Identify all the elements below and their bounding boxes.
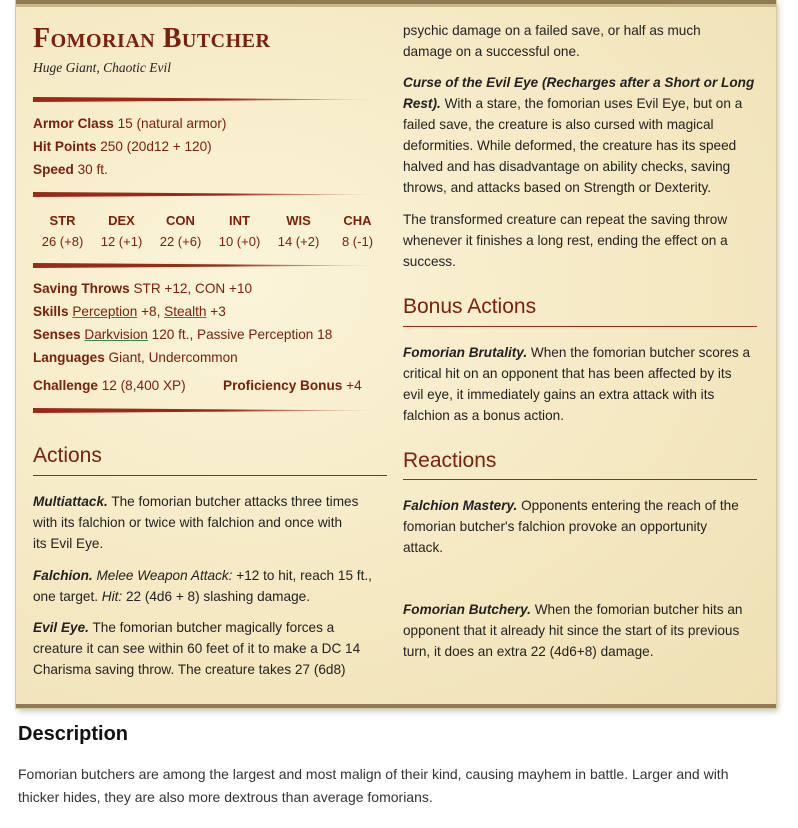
- ability-cha: [328, 211, 387, 253]
- text-line: The transformed creature can repeat the saving throw: [403, 212, 728, 227]
- ability-score: 22 (+6): [159, 234, 202, 249]
- attack-type: Melee Weapon Attack:: [96, 568, 233, 583]
- armor-class: [33, 113, 226, 134]
- divider: [33, 263, 385, 268]
- divider: [33, 97, 385, 102]
- monster-name: Fomorian Butcher: [33, 23, 271, 54]
- saving-throws: [33, 278, 252, 299]
- text-line: fomorian butcher's falchion provoke an opportunity: [403, 519, 708, 534]
- description-text: [18, 763, 778, 809]
- text-line: The fomorian butcher attacks three times: [111, 494, 359, 509]
- multiattack: [33, 491, 358, 554]
- languages-value: Giant, Undercommon: [108, 350, 238, 365]
- skills: [33, 301, 226, 322]
- actions-heading: Actions: [33, 444, 102, 467]
- hit-points: [33, 136, 212, 157]
- hit-points-value: 250 (20d12 + 120): [100, 139, 212, 154]
- ability-score: 12 (+1): [100, 234, 143, 249]
- speed-label: Speed: [33, 162, 74, 177]
- section-rule: [33, 475, 387, 476]
- ability-score: 14 (+2): [277, 234, 320, 249]
- ability-score: 26 (+8): [41, 234, 84, 249]
- text-line: whenever it finishes a long rest, ending the effect on a: [403, 233, 728, 248]
- stealth-bonus: +3: [210, 304, 226, 319]
- evil-eye: [33, 617, 360, 680]
- transformed-creature: [403, 209, 728, 272]
- text-line: When the fomorian butcher scores a: [530, 345, 751, 360]
- text-line: critical hit on an opponent that has been affected by its: [403, 366, 732, 381]
- curse-name: Curse of the Evil Eye (Recharges after a Short or Long: [403, 75, 755, 90]
- text-line: When the fomorian butcher hits an: [534, 602, 743, 617]
- challenge-value: 12 (8,400 XP): [101, 378, 186, 393]
- languages-label: Languages: [33, 350, 105, 365]
- falchion-name: Falchion.: [33, 568, 93, 583]
- text-line: with its falchion or twice with falchion and once with: [33, 515, 343, 530]
- proficiency-label: Proficiency Bonus: [223, 378, 343, 393]
- evil-eye-continued: [403, 20, 701, 62]
- text-line: Fomorian butchers are among the largest and most malign of their kind, causing mayhem in battle. Larger and with: [18, 766, 729, 782]
- ability-wis: [269, 211, 328, 253]
- speed-value: 30 ft.: [77, 162, 108, 177]
- description-heading: Description: [18, 723, 129, 745]
- armor-class-value: 15 (natural armor): [117, 116, 227, 131]
- text-line: turn, it does an extra 22 (4d6+8) damage.: [403, 644, 654, 659]
- senses-value: 120 ft., Passive Perception 18: [151, 327, 333, 342]
- text-line: failed save, the creature is also cursed with magical: [403, 117, 714, 132]
- text-line: With a stare, the fomorian uses Evil Eye, but on a: [444, 96, 743, 111]
- fomorian-brutality: [403, 342, 750, 426]
- senses: [33, 324, 332, 345]
- mastery-name: Falchion Mastery.: [403, 498, 518, 513]
- fomorian-butchery: [403, 599, 742, 662]
- falchion: [33, 565, 372, 607]
- challenge: [33, 375, 186, 396]
- proficiency-bonus: [223, 375, 362, 396]
- text-line: success.: [403, 254, 456, 269]
- text-line: evil eye, it immediately gains an extra attack with its: [403, 387, 715, 402]
- ability-dex: [92, 211, 151, 253]
- stealth-link[interactable]: Stealth: [164, 304, 207, 319]
- ability-score: 8 (-1): [341, 234, 374, 249]
- text-line: damage on a successful one.: [403, 44, 580, 59]
- section-rule: [403, 479, 757, 480]
- text-line: falchion as a bonus action.: [403, 408, 564, 423]
- text-line: opponent that it already hit since the start of its previous: [403, 623, 740, 638]
- text-line: Opponents entering the reach of the: [521, 498, 739, 513]
- ability-name: CHA: [343, 213, 372, 228]
- brutality-name: Fomorian Brutality.: [403, 345, 528, 360]
- ability-int: [210, 211, 269, 253]
- text-line: thicker hides, they are also more dextrous than average fomorians.: [18, 789, 433, 805]
- armor-class-label: Armor Class: [33, 116, 114, 131]
- text-line: Charisma saving throw. The creature takes 27 (6d8): [33, 662, 346, 677]
- divider: [33, 408, 385, 413]
- text-line: its Evil Eye.: [33, 536, 104, 551]
- ability-con: [151, 211, 210, 253]
- text-line: deformities. While deformed, the creature has its speed: [403, 138, 737, 153]
- darkvision-link[interactable]: Darkvision: [84, 327, 148, 342]
- proficiency-value: +4: [346, 378, 362, 393]
- languages: [33, 347, 238, 368]
- reactions-heading: Reactions: [403, 449, 497, 472]
- ability-name: DEX: [108, 213, 135, 228]
- butchery-name: Fomorian Butchery.: [403, 602, 531, 617]
- hit-points-label: Hit Points: [33, 139, 97, 154]
- text-line: creature it can see within 60 feet of it to make a DC 14: [33, 641, 361, 656]
- challenge-label: Challenge: [33, 378, 98, 393]
- text-line: one target.: [33, 589, 98, 604]
- saving-throws-value: STR +12, CON +10: [133, 281, 253, 296]
- curse-of-evil-eye: [403, 72, 754, 198]
- stat-block-top-border: [16, 4, 776, 7]
- divider: [33, 192, 385, 197]
- hit-label: Hit:: [101, 589, 123, 604]
- section-rule: [403, 326, 757, 327]
- text-line: 22 (4d6 + 8) slashing damage.: [125, 589, 310, 604]
- ability-score: 10 (+0): [218, 234, 261, 249]
- falchion-mastery: [403, 495, 739, 558]
- senses-label: Senses: [33, 327, 81, 342]
- monster-type: Huge Giant, Chaotic Evil: [33, 60, 171, 75]
- perception-link[interactable]: Perception: [72, 304, 138, 319]
- text-line: +12 to hit, reach 15 ft.,: [236, 568, 372, 583]
- saving-throws-label: Saving Throws: [33, 281, 130, 296]
- ability-name: WIS: [286, 213, 311, 228]
- text-line: halved and has disadvantage on ability checks, saving: [403, 159, 731, 174]
- text-line: psychic damage on a failed save, or half as much: [403, 23, 701, 38]
- ability-name: STR: [49, 213, 76, 228]
- perception-bonus: +8,: [141, 304, 161, 319]
- ability-name: INT: [229, 213, 250, 228]
- speed: [33, 159, 108, 180]
- evil-eye-name: Evil Eye.: [33, 620, 89, 635]
- ability-scores: [33, 211, 388, 253]
- text-line: attack.: [403, 540, 444, 555]
- skills-label: Skills: [33, 304, 69, 319]
- curse-name: Rest).: [403, 96, 441, 111]
- stat-block: [16, 0, 776, 708]
- bonus-actions-heading: Bonus Actions: [403, 295, 537, 318]
- multiattack-name: Multiattack.: [33, 494, 108, 509]
- text-line: The fomorian butcher magically forces a: [92, 620, 335, 635]
- ability-name: CON: [166, 213, 195, 228]
- ability-str: [33, 211, 92, 253]
- text-line: throws, and attacks based on Strength or Dexterity.: [403, 180, 712, 195]
